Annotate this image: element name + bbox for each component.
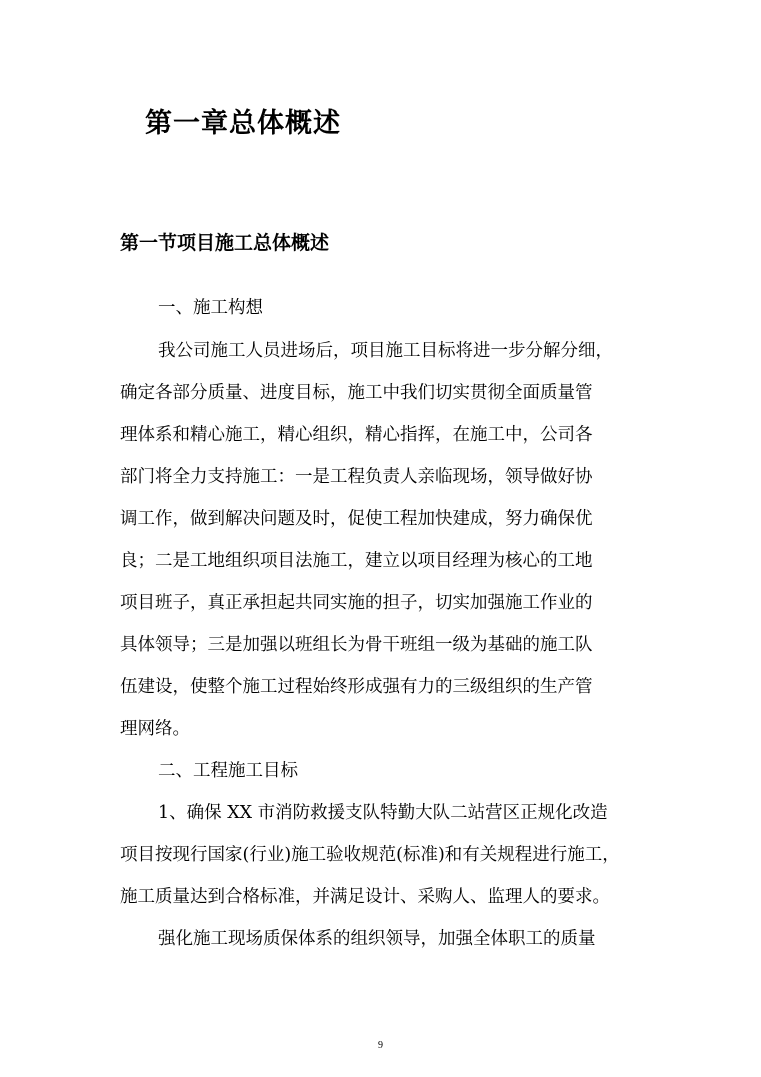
paragraph-line: 部门将全力支持施工：一是工程负责人亲临现场，领导做好协 bbox=[120, 467, 593, 487]
paragraph-line: 调工作，做到解决问题及时，促使工程加快建成，努力确保优 bbox=[120, 509, 593, 529]
subheading-construction-goals: 二、工程施工目标 bbox=[158, 761, 298, 781]
paragraph-line: 1、确保 XX 市消防救援支队特勤大队二站营区正规化改造 bbox=[158, 803, 608, 823]
paragraph-line: 确定各部分质量、进度目标，施工中我们切实贯彻全面质量管 bbox=[120, 383, 593, 403]
paragraph-line: 良；二是工地组织项目法施工，建立以项目经理为核心的工地 bbox=[120, 551, 593, 571]
subheading-construction-concept: 一、施工构想 bbox=[158, 298, 263, 318]
paragraph-line: 施工质量达到合格标准，并满足设计、采购人、监理人的要求。 bbox=[120, 887, 610, 907]
chapter-title: 第一章总体概述 bbox=[145, 108, 341, 139]
section-title: 第一节项目施工总体概述 bbox=[120, 232, 330, 254]
page-number: 9 bbox=[378, 1040, 383, 1051]
paragraph-line: 理网络。 bbox=[120, 719, 190, 739]
paragraph-line: 强化施工现场质保体系的组织领导，加强全体职工的质量 bbox=[158, 929, 596, 949]
paragraph-line: 项目按现行国家(行业)施工验收规范(标准)和有关规程进行施工， bbox=[120, 845, 620, 865]
paragraph-line: 我公司施工人员进场后，项目施工目标将进一步分解分细， bbox=[158, 341, 613, 361]
paragraph-line: 项目班子，真正承担起共同实施的担子，切实加强施工作业的 bbox=[120, 593, 593, 613]
paragraph-line: 伍建设，使整个施工过程始终形成强有力的三级组织的生产管 bbox=[120, 677, 593, 697]
paragraph-line: 具体领导；三是加强以班组长为骨干班组一级为基础的施工队 bbox=[120, 635, 593, 655]
paragraph-line: 理体系和精心施工，精心组织，精心指挥，在施工中，公司各 bbox=[120, 425, 593, 445]
